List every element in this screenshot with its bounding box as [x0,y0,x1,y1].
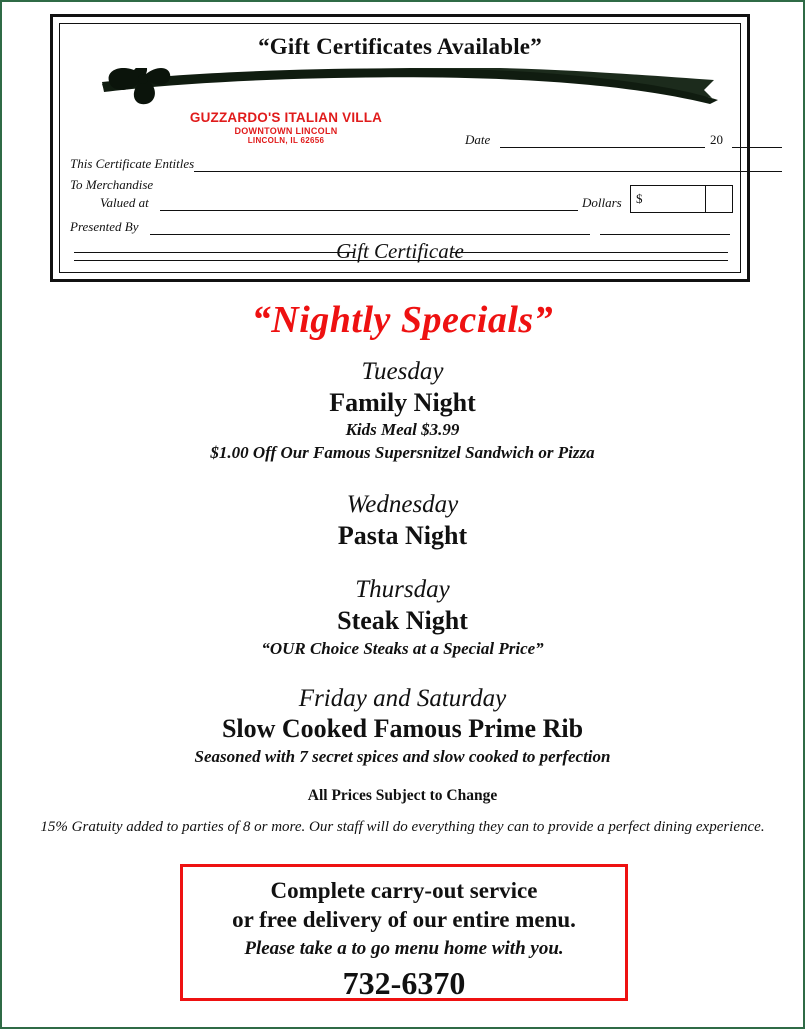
special-sub2: $1.00 Off Our Famous Supersnitzel Sandwich or Pizza [210,443,595,463]
gratuity-notice: 15% Gratuity added to parties of 8 or more. Our staff will do everything they can to provide a perfect dining experience. [40,818,765,835]
special-sub1: “OUR Choice Steaks at a Special Price” [261,638,544,658]
special-headline: Family Night [329,387,476,417]
price-change-notice: All Prices Subject to Change [307,786,498,804]
date-label: Date [465,132,491,147]
cert-footer-text: Gift Certificate [336,239,464,263]
gift-certificate-title: “Gift Certificates Available” [258,34,542,59]
special-day-label: Wednesday [346,491,459,519]
gift-certificate-inner-border [59,23,741,273]
special-day-label: Tuesday [361,358,444,385]
presented-label: Presented By [70,219,139,234]
year-prefix: 20 [710,132,723,147]
business-city: DOWNTOWN LINCOLN [234,125,338,136]
special-headline: Slow Cooked Famous Prime Rib [221,714,584,744]
special-day-label: Thursday [355,576,450,604]
carryout-box [180,864,628,1001]
special-headline: Steak Night [337,606,468,636]
merchandise-label: To Merchandise [70,177,154,192]
specials-title: “Nightly Specials” [251,299,554,341]
carryout-line2: or free delivery of our entire menu. [232,906,576,932]
dollars-label: Dollars [582,195,622,210]
business-name: GUZZARDO'S ITALIAN VILLA [189,110,383,125]
gift-certificate [50,14,750,282]
valued-line[interactable] [160,210,578,211]
presented-line[interactable] [150,234,590,235]
signature-line[interactable] [600,234,730,235]
special-sub1: Seasoned with 7 secret spices and slow cooked to perfection [194,746,611,766]
date-line[interactable] [500,147,705,148]
business-address: LINCOLN, IL 62656 [247,135,325,145]
entitles-label: This Certificate Entitles [70,156,195,171]
amount-box[interactable] [630,185,733,213]
phone-number[interactable]: 732-6370 [342,965,466,1001]
dollar-sign: $ [636,191,643,206]
nightly-specials [2,298,803,836]
entitles-line[interactable] [194,171,782,172]
carryout-line3: Please take a to go menu home with you. [244,937,564,959]
special-wednesday [2,491,803,552]
special-headline: Pasta Night [337,520,468,550]
special-day-label: Friday and Saturday [298,684,507,712]
valued-label: Valued at [100,195,149,210]
special-tuesday [2,358,803,465]
special-sub1: Kids Meal $3.99 [345,420,460,440]
special-friday-saturday [2,685,803,769]
amount-cents-divider [705,186,706,212]
business-identity [156,110,416,145]
special-thursday [2,576,803,660]
year-line[interactable] [732,147,782,148]
carryout-line1: Complete carry-out service [270,878,538,903]
